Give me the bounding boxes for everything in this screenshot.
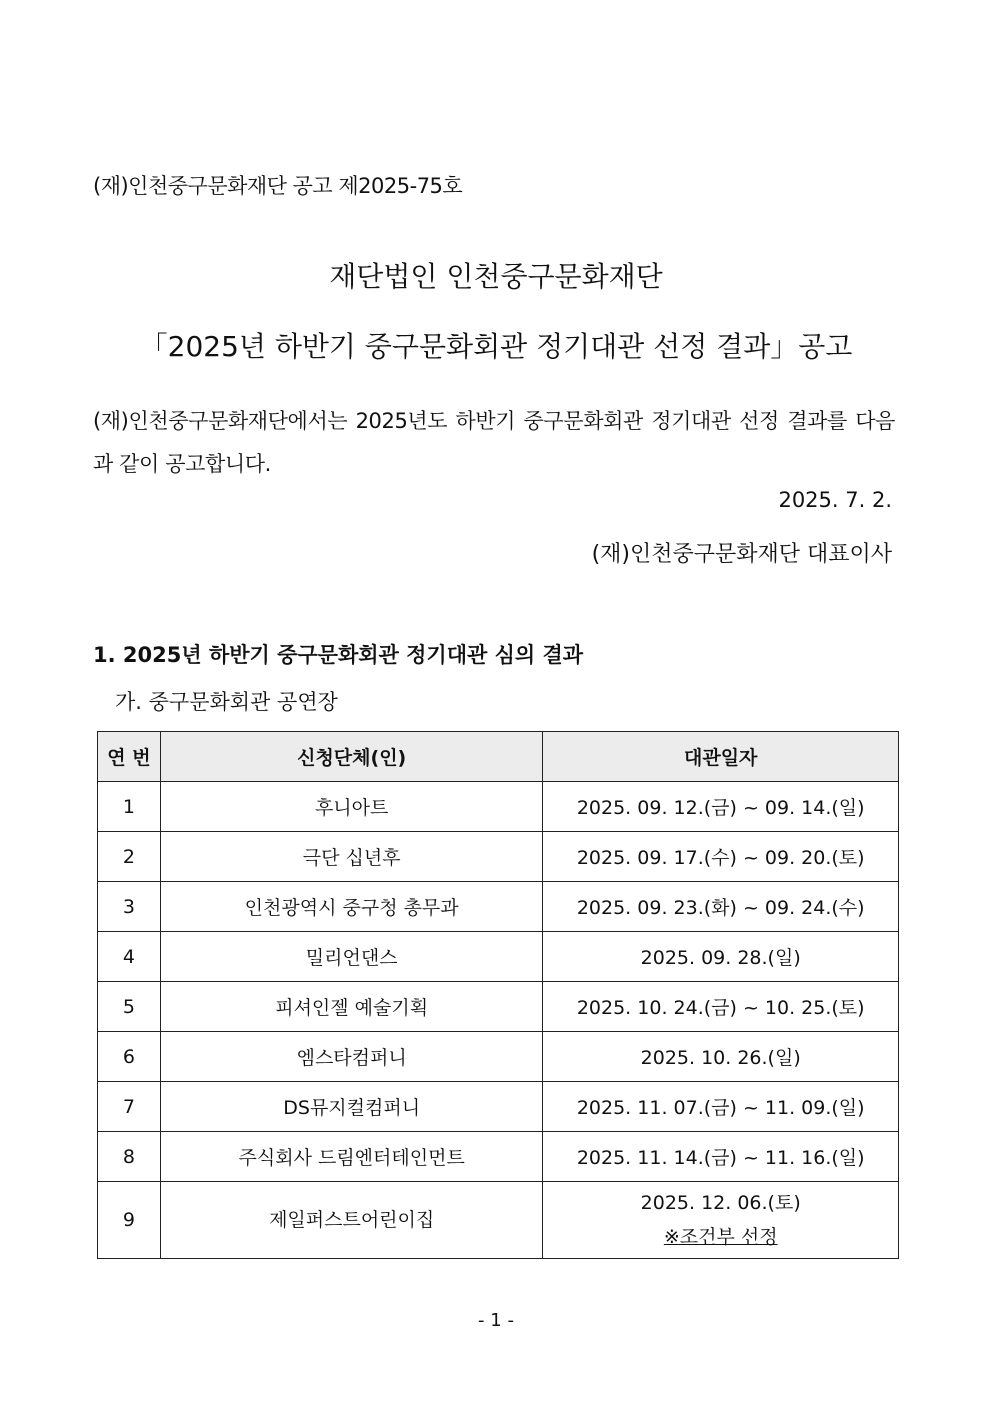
table-row xyxy=(98,1132,899,1182)
row-number: 1 xyxy=(98,782,161,832)
document-title: 「2025년 하반기 중구문화회관 정기대관 선정 결과」공고 xyxy=(139,330,853,363)
row-applicant: 피셔인젤 예술기획 xyxy=(160,982,542,1032)
document-title-organization: 재단법인 인천중구문화재단 xyxy=(329,260,663,293)
header-number: 연 번 xyxy=(98,732,161,782)
row-applicant: DS뮤지컬컴퍼니 xyxy=(160,1082,542,1132)
row-dates: 2025. 12. 06.(토) xyxy=(640,1192,801,1214)
row-number: 6 xyxy=(98,1032,161,1082)
row-dates: 2025. 10. 26.(일) xyxy=(543,1032,899,1082)
table-row xyxy=(98,1032,899,1082)
table-header-row xyxy=(98,732,899,782)
row-applicant: 후니아트 xyxy=(160,782,542,832)
row-dates: 2025. 09. 28.(일) xyxy=(543,932,899,982)
section-heading: 1. 2025년 하반기 중구문화회관 정기대관 심의 결과 xyxy=(93,643,584,667)
row-applicant: 인천광역시 중구청 총무과 xyxy=(160,882,542,932)
row-number: 4 xyxy=(98,932,161,982)
row-dates: 2025. 09. 12.(금) ~ 09. 14.(일) xyxy=(543,782,899,832)
issuer-signature: (재)인천중구문화재단 대표이사 xyxy=(591,542,892,567)
intro-paragraph: (재)인천중구문화재단에서는 2025년도 하반기 중구문화회관 정기대관 선정 결과를 다음과 같이 공고합니다. xyxy=(93,409,895,476)
row-applicant: 제일퍼스트어린이집 xyxy=(160,1182,542,1259)
row-dates-with-note xyxy=(543,1182,899,1259)
row-number: 9 xyxy=(98,1182,161,1259)
row-applicant: 엠스타컴퍼니 xyxy=(160,1032,542,1082)
row-applicant: 극단 십년후 xyxy=(160,832,542,882)
row-number: 5 xyxy=(98,982,161,1032)
row-number: 2 xyxy=(98,832,161,882)
row-number: 8 xyxy=(98,1132,161,1182)
notice-number: (재)인천중구문화재단 공고 제2025-75호 xyxy=(93,174,463,198)
row-dates: 2025. 09. 17.(수) ~ 09. 20.(토) xyxy=(543,832,899,882)
row-dates: 2025. 11. 14.(금) ~ 11. 16.(일) xyxy=(543,1132,899,1182)
conditional-selection-note: ※조건부 선정 xyxy=(663,1226,778,1248)
table-row xyxy=(98,932,899,982)
row-applicant: 밀리언댄스 xyxy=(160,932,542,982)
row-number: 7 xyxy=(98,1082,161,1132)
rental-results-table xyxy=(97,731,899,1259)
row-number: 3 xyxy=(98,882,161,932)
table-row xyxy=(98,782,899,832)
notice-date: 2025. 7. 2. xyxy=(778,488,892,512)
table-row xyxy=(98,882,899,932)
row-dates: 2025. 09. 23.(화) ~ 09. 24.(수) xyxy=(543,882,899,932)
row-dates: 2025. 10. 24.(금) ~ 10. 25.(토) xyxy=(543,982,899,1032)
page-number: - 1 - xyxy=(478,1310,514,1331)
table-row xyxy=(98,832,899,882)
header-applicant: 신청단체(인) xyxy=(160,732,542,782)
table-row xyxy=(98,1082,899,1132)
subsection-heading: 가. 중구문화회관 공연장 xyxy=(115,690,338,714)
table-row xyxy=(98,1182,899,1259)
row-applicant: 주식회사 드림엔터테인먼트 xyxy=(160,1132,542,1182)
row-dates: 2025. 11. 07.(금) ~ 11. 09.(일) xyxy=(543,1082,899,1132)
table-row xyxy=(98,982,899,1032)
header-rental-dates: 대관일자 xyxy=(543,732,899,782)
